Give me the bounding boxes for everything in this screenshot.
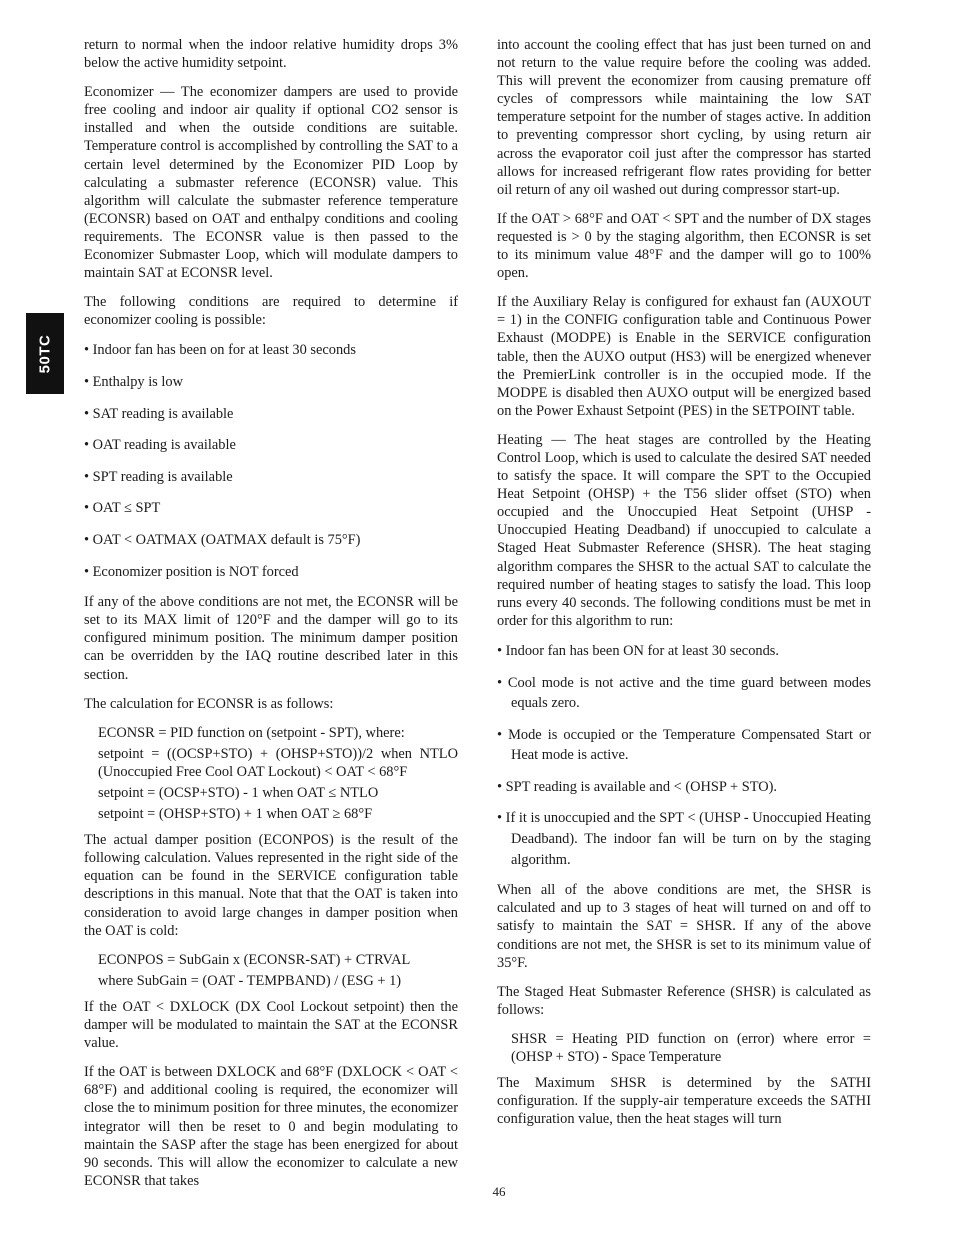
side-tab — [26, 313, 64, 394]
list-item: • If it is unoccupied and the SPT < (UHSP - Unoccupied Heating Deadband). The indoor fan will be turn on by the staging algorithm. — [497, 810, 871, 868]
page-number: 46 — [492, 1184, 506, 1199]
paragraph-shsr-intro: The Staged Heat Submaster Reference (SHSR) is calculated as follows: — [497, 983, 871, 1018]
paragraph-dxlock: If the OAT < DXLOCK (DX Cool Lockout setpoint) then the damper will be modulated to maintain the SAT at the ECONSR value. — [84, 998, 458, 1052]
equation-subgain: where SubGain = (OAT - TEMPBAND) / (ESG + 1) — [98, 972, 402, 989]
paragraph-oat-68: If the OAT > 68°F and OAT < SPT and the number of DX stages requested is > 0 by the staging algorithm, then ECONSR is set to its minimum value 48°F and the damper will go to 100% open. — [497, 210, 871, 282]
equation-setpoint-high: setpoint = (OHSP+STO) + 1 when OAT ≥ 68°F — [98, 806, 373, 823]
list-item: • Mode is occupied or the Temperature Compensated Start or Heat mode is active. — [497, 726, 871, 764]
paragraph-shsr-calc: When all of the above conditions are met, the SHSR is calculated and up to 3 stages of heat will turned on and off to satisfy to maintain the SAT = SHSR. If any of the above conditions are not met, the SHSR is set to its minimum value of 35°F. — [497, 882, 871, 971]
paragraph-conditions-not-met: If any of the above conditions are not met, the ECONSR will be set to its MAX limit of 120°F and the damper will go to its configured minimum position. The minimum damper position can be overridden by the IAQ routine described later in this section. — [84, 594, 458, 683]
paragraph-auxiliary-relay: If the Auxiliary Relay is configured for exhaust fan (AUXOUT = 1) in the CONFIG configuration table and Continuous Power Exhaust (MODPE) is Enable in the SERVICE configuration table, then the AUXO output (HS3) will be energized whenever the PremierLink controller is in the occupied mode. If the MODPE is disabled then AUXO output will be energized based on the Power Exhaust Setpoint (PES) in the SETPOINT table. — [497, 294, 871, 419]
equation-setpoint-mid: setpoint = ((OCSP+STO) + (OHSP+STO))/2 when NTLO (Unoccupied Free Cool OAT Lockout) < OAT < 68°F — [98, 745, 458, 780]
equation-setpoint-low: setpoint = (OCSP+STO) - 1 when OAT ≤ NTLO — [98, 785, 379, 801]
list-item: • SPT reading is available and < (OHSP + STO). — [497, 778, 778, 795]
right-column — [497, 36, 871, 1139]
list-item: • Indoor fan has been ON for at least 30 seconds. — [497, 642, 779, 659]
paragraph-continued: into account the cooling effect that has just been turned on and not return to the value require before the cooling was added. This will prevent the economizer from causing premature off cycles of compressors while maintaining the low SAT temperature setpoint for the number of stages active. In addition to preventing compressor short cycling, by using return air across the evaporator coil just after the compressor has started allows for increased refrigerant flow rates providing for better oil return of any oil washed out during compressor start-up. — [497, 37, 871, 198]
list-item: • Indoor fan has been on for at least 30 seconds — [84, 342, 356, 359]
paragraph-humidity: return to normal when the indoor relative humidity drops 3% below the active humidity setpoint. — [84, 37, 458, 72]
equation-econsr: ECONSR = PID function on (setpoint - SPT), where: — [98, 724, 405, 741]
paragraph-dxlock-68: If the OAT is between DXLOCK and 68°F (DXLOCK < OAT < 68°F) and additional cooling is required, the economizer will close the to minimum position for three minutes, the economizer integrator will then be reset to 0 and begin modulating to maintain the SASP after the stage has been energized for about 90 seconds. This will allow the economizer to calculate a new ECONSR that takes — [84, 1064, 458, 1189]
equation-econpos: ECONPOS = SubGain x (ECONSR-SAT) + CTRVAL — [98, 951, 411, 968]
heating-conditions-list — [497, 641, 871, 870]
left-column — [84, 36, 458, 1201]
list-item: • OAT < OATMAX (OATMAX default is 75°F) — [84, 531, 361, 548]
paragraph-economizer: Economizer — The economizer dampers are used to provide free cooling and indoor air quality if optional CO2 sensor is installed and when the outside conditions are suitable. Temperature control is accomplished by controlling the SAT to a certain level determined by the Economizer PID Loop by calculating a submaster reference (ECONSR) value. This algorithm will calculate the submaster reference temperature (ECONSR) based on OAT and enthalpy conditions and cooling requirements. The ECONSR value is then passed to the Economizer Submaster Loop, which will modulate dampers to maintain SAT at ECONSR level. — [84, 84, 458, 282]
list-item: • Cool mode is not active and the time guard between modes equals zero. — [497, 674, 871, 712]
list-item: • Enthalpy is low — [84, 374, 183, 390]
paragraph-econpos: The actual damper position (ECONPOS) is the result of the following calculation. Values represented in the right side of the equation can be found in the SERVICE configuration table descriptions in this manual. Note that that the OAT is taken into consideration to avoid large changes in damper position when the OAT is cold: — [84, 832, 458, 939]
list-item: • SAT reading is available — [84, 405, 234, 422]
list-item: • OAT ≤ SPT — [84, 500, 161, 517]
list-item: • OAT reading is available — [84, 437, 236, 454]
paragraph-heating: Heating — The heat stages are controlled by the Heating Control Loop, which is used to calculate the desired SAT needed to satisfy the space. It will compare the SPT to the Occupied Heat Setpoint (OHSP) + the T56 slider offset (STO) when occupied and the Unoccupied Heat Setpoint (UHSP - Unoccupied Heating Deadband) if unoccupied to calculate a Staged Heat Submaster Reference (SHSR). The heat staging algorithm compares the SHSR to the actual SAT to calculate the required number of heating stages to satisfy the load. This loop runs every 40 seconds. The following conditions must be met in order for this algorithm to run: — [497, 431, 871, 629]
economizer-conditions-list — [84, 340, 458, 582]
paragraph-conditions-intro: The following conditions are required to determine if economizer cooling is possible: — [84, 294, 458, 329]
paragraph-max-shsr: The Maximum SHSR is determined by the SATHI configuration. If the supply-air temperature exceeds the SATHI configuration value, then the heat stages will turn — [497, 1075, 871, 1128]
side-tab-label: 50TC — [36, 334, 54, 373]
list-item: • Economizer position is NOT forced — [84, 563, 299, 580]
equation-shsr: SHSR = Heating PID function on (error) where error = (OHSP + STO) - Space Temperature — [511, 1030, 871, 1065]
paragraph-calc-intro: The calculation for ECONSR is as follows: — [84, 695, 334, 712]
list-item: • SPT reading is available — [84, 468, 233, 485]
